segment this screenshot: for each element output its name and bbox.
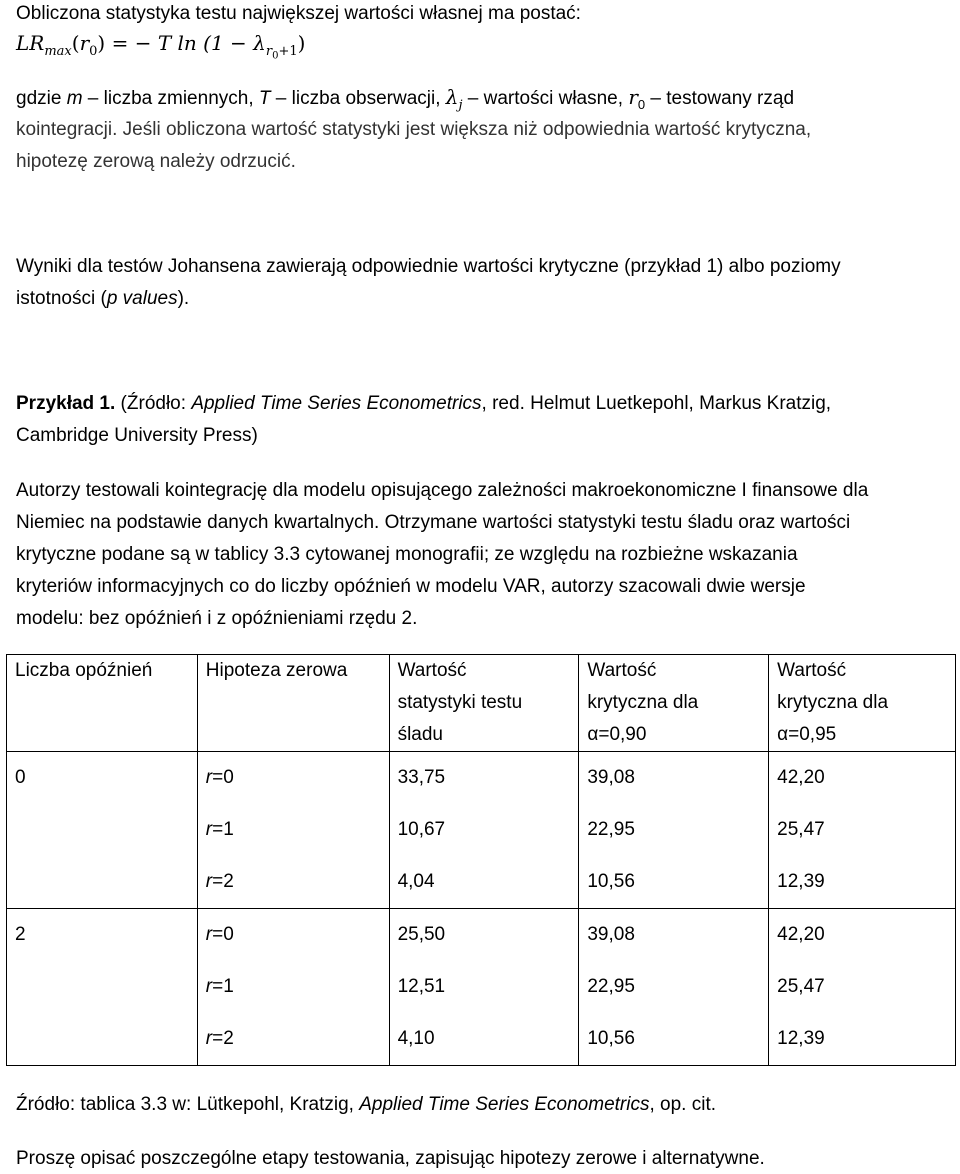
example-label: Przykład 1. (16, 393, 116, 414)
cv90-cell: 39,08 22,95 10,56 (579, 752, 769, 909)
intro-line-4: hipotezę zerową należy odrzucić. (16, 151, 296, 172)
formula-close: ) (297, 31, 306, 55)
cv90-cell: 39,08 22,95 10,56 (579, 909, 769, 1066)
header-trace-stat: Wartość statystyki testu śladu (389, 655, 579, 752)
source-title: Applied Time Series Econometrics (359, 1094, 650, 1115)
example-para-1: Autorzy testowali kointegrację dla modelu opisującego zależności makroekonomiczne I finansowe dla (16, 480, 869, 501)
trace-stat-cell: 25,50 12,51 4,10 (389, 909, 579, 1066)
example-src-line-2: Cambridge University Press) (16, 425, 258, 446)
results-table (6, 654, 956, 1066)
johansen-line-2 (16, 283, 189, 314)
def-lambda-sub: j (458, 97, 463, 113)
formula-arg: r (79, 31, 90, 55)
hypothesis-cell: r=0 r=1 r=2 (197, 909, 389, 1066)
johansen-text-a: istotności ( (16, 288, 107, 309)
header-cv-90: Wartość krytyczna dla α=0,90 (579, 655, 769, 752)
intro-line-1: Obliczona statystyka testu największej wartości własnej ma postać: (16, 3, 581, 24)
source-text-b: , op. cit. (649, 1094, 716, 1115)
def-lambda: λ (445, 85, 459, 109)
formula: $LR_{max}(r_0)$ = − T $\ln (1 - \lambda_{r_0+1})$ (16, 31, 306, 62)
def-T: T (258, 88, 271, 109)
table-row (7, 752, 956, 909)
def-text-c: – liczba obserwacji, (270, 88, 446, 109)
def-text-e: – testowany rząd (645, 88, 795, 109)
table-source (16, 1089, 716, 1120)
def-r-sub: 0 (637, 96, 646, 112)
formula-arg-sub: 0 (89, 44, 98, 59)
example-src-a: (Źródło: (115, 393, 192, 414)
example-src-b: , red. Helmut Luetkepohl, Markus Kratzig, (481, 393, 832, 414)
johansen-line-1: Wyniki dla testów Johansena zawierają odpowiednie wartości krytyczne (przykład 1) albo poziomy (16, 256, 841, 277)
table-row (7, 909, 956, 1066)
def-text-a: gdzie (16, 88, 67, 109)
def-m: m (66, 88, 83, 109)
example-para-4: kryteriów informacyjnych co do liczby opóźnień w modelu VAR, autorzy szacowali dwie wersje (16, 576, 806, 597)
def-text-b: – liczba zmiennych, (82, 88, 259, 109)
trace-stat-cell: 33,75 10,67 4,04 (389, 752, 579, 909)
table-header-row (7, 655, 956, 752)
example-heading (16, 388, 831, 419)
johansen-p: p (106, 288, 118, 309)
header-cv-95: Wartość krytyczna dla α=0,95 (769, 655, 956, 752)
formula-lambda-subsub: 0 (272, 50, 279, 62)
lag-cell: 0 (7, 752, 198, 909)
example-src-title: Applied Time Series Econometrics (191, 393, 482, 414)
cv95-cell: 42,20 25,47 12,39 (769, 909, 956, 1066)
task-instruction: Proszę opisać poszczególne etapy testowania, zapisując hipotezy zerowe i alternatywne. (16, 1148, 765, 1169)
formula-lhs: LR (16, 31, 45, 55)
lag-cell: 2 (7, 909, 198, 1066)
formula-lambda-plus: +1 (278, 44, 298, 59)
cv95-cell: 42,20 25,47 12,39 (769, 752, 956, 909)
example-para-3: krytyczne podane są w tablicy 3.3 cytowanej monografii; ze względu na rozbieżne wskazania (16, 544, 798, 565)
source-text-a: Źródło: tablica 3.3 w: Lütkepohl, Kratzig, (16, 1094, 360, 1115)
johansen-text-c: ). (177, 288, 190, 309)
formula-lambda-sub: r (265, 44, 273, 59)
example-para-5: modelu: bez opóźnień i z opóźnieniami rzędu 2. (16, 608, 418, 629)
header-null-hypothesis: Hipoteza zerowa (197, 655, 389, 752)
intro-line-3: kointegracji. Jeśli obliczona wartość statystyki jest większa niż odpowiednia wartość krytyczna, (16, 119, 812, 140)
def-text-d: – wartości własne, (462, 88, 629, 109)
example-para-2: Niemiec na podstawie danych kwartalnych. Otrzymane wartości statystyki testu śladu oraz wartości (16, 512, 851, 533)
def-r: r (628, 85, 638, 109)
formula-lhs-sub: max (44, 44, 72, 59)
hypothesis-cell: r=0 r=1 r=2 (197, 752, 389, 909)
johansen-values: values (122, 288, 178, 309)
formula-body: = − T ln (1 − λ (111, 31, 266, 55)
header-lags: Liczba opóźnień (7, 655, 198, 752)
